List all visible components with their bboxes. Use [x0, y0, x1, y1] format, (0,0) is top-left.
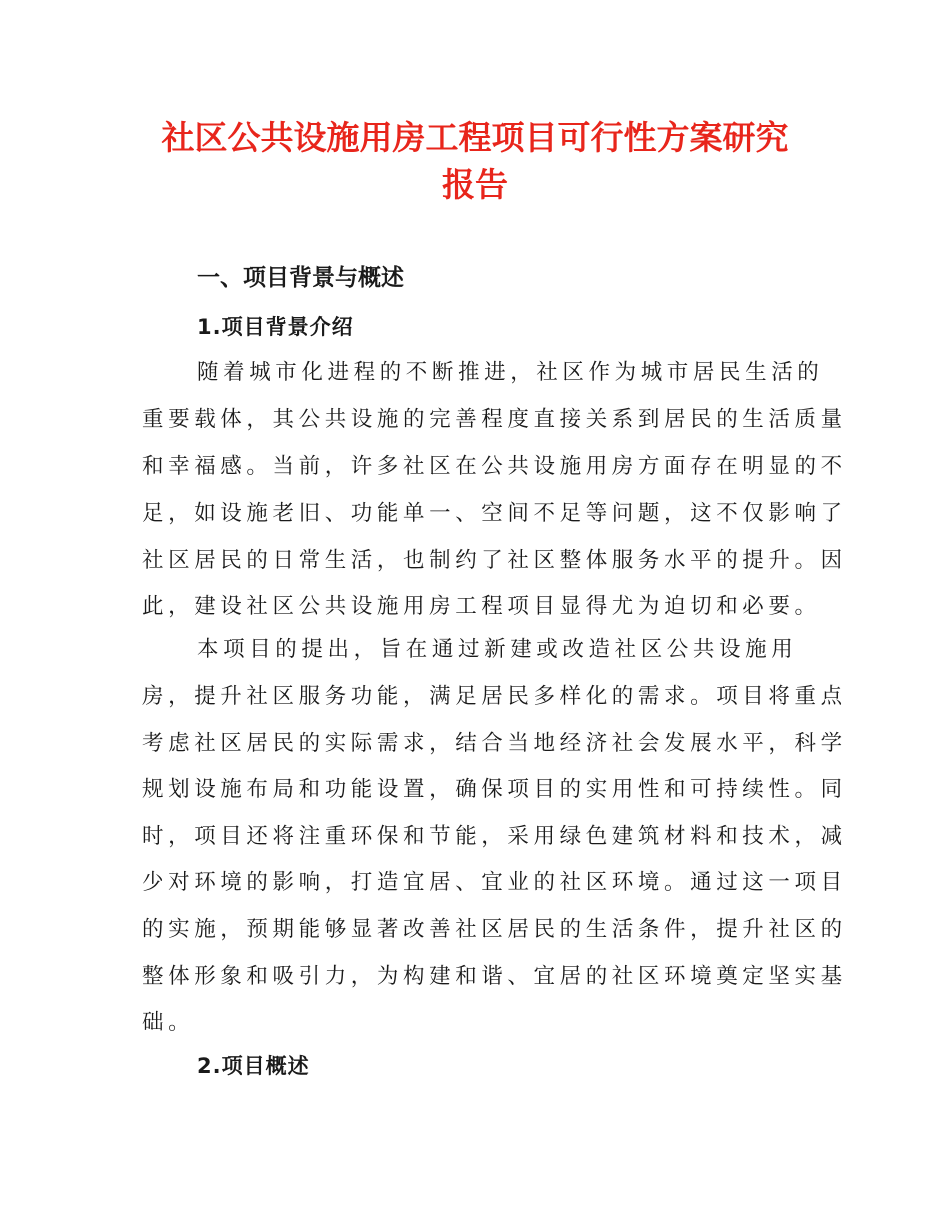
document-title-line-1: 社区公共设施用房工程项目可行性方案研究 — [161, 118, 789, 157]
paragraph-2-line: 的实施，预期能够显著改善社区居民的生活条件，提升社区的 — [142, 917, 847, 942]
paragraph-1-line: 重要载体，其公共设施的完善程度直接关系到居民的生活质量 — [142, 407, 847, 432]
paragraph-2-line: 础。 — [142, 1010, 195, 1035]
paragraph-2-line: 考虑社区居民的实际需求，结合当地经济社会发展水平，科学 — [142, 731, 847, 756]
subsection-1-heading: 1.项目背景介绍 — [197, 315, 354, 339]
paragraph-1-line: 足，如设施老旧、功能单一、空间不足等问题，这不仅影响了 — [142, 501, 847, 526]
document-title-line-2: 报告 — [442, 165, 508, 204]
paragraph-2-line: 少对环境的影响，打造宜居、宜业的社区环境。通过这一项目 — [142, 870, 847, 895]
subsection-2-heading: 2.项目概述 — [197, 1054, 310, 1078]
paragraph-2-line: 规划设施布局和功能设置，确保项目的实用性和可持续性。同 — [142, 777, 847, 802]
section-1-heading: 一、项目背景与概述 — [197, 265, 404, 291]
paragraph-1-line: 此，建设社区公共设施用房工程项目显得尤为迫切和必要。 — [142, 594, 821, 619]
paragraph-1-line: 随着城市化进程的不断推进，社区作为城市居民生活的 — [197, 360, 824, 385]
paragraph-1-line: 和幸福感。当前，许多社区在公共设施用房方面存在明显的不 — [142, 454, 847, 479]
paragraph-2-line: 本项目的提出，旨在通过新建或改造社区公共设施用 — [197, 637, 798, 662]
paragraph-1-line: 社区居民的日常生活，也制约了社区整体服务水平的提升。因 — [142, 548, 847, 573]
paragraph-2-line: 时，项目还将注重环保和节能，采用绿色建筑材料和技术，减 — [142, 824, 847, 849]
paragraph-2-line: 整体形象和吸引力，为构建和谐、宜居的社区环境奠定坚实基 — [142, 964, 847, 989]
paragraph-2-line: 房，提升社区服务功能，满足居民多样化的需求。项目将重点 — [142, 684, 847, 709]
